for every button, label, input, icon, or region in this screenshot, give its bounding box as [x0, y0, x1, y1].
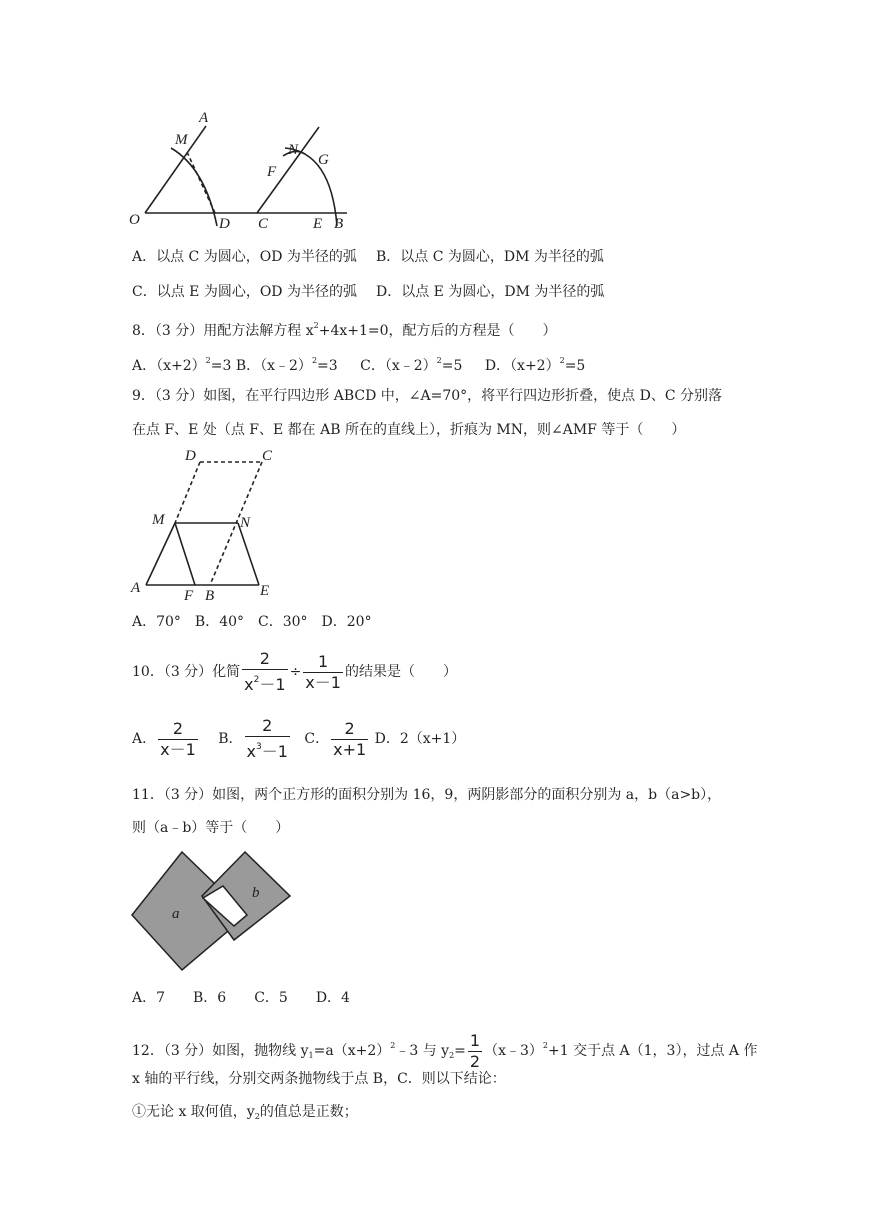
construction-figure	[125, 108, 355, 234]
overlapping-squares-figure	[128, 848, 298, 978]
q8-stem: 8．（3 分）用配方法解方程 $x^2+4x+1=0$，配方后的方程是（ ）	[132, 321, 557, 339]
q8-option-d: D．$(x+2)^2=5$	[484, 356, 586, 374]
segment-am	[146, 523, 175, 585]
arc-md	[171, 148, 217, 226]
dashed-md	[187, 152, 215, 213]
label-a: A	[199, 110, 209, 126]
label-n: N	[240, 515, 251, 531]
q9-stem-line2: 在点 F、E 处（点 F、E 都在 AB 所在的直线上），折痕为 MN，则∠AMF 等于（ ）	[132, 422, 686, 438]
parallelogram-fold-figure	[128, 444, 288, 604]
label-b: B	[205, 588, 215, 604]
segment-mf	[175, 523, 195, 585]
q12-stem-line2: x 轴的平行线，分别交两条抛物线于点 B，C．则以下结论：	[132, 1071, 506, 1087]
label-g: G	[318, 152, 329, 168]
label-c: C	[258, 216, 269, 232]
label-b: B	[334, 216, 344, 232]
q12-statement-1: ①无论 x 取何值，$y_2$的值总是正数；	[132, 1104, 358, 1121]
label-f: F	[267, 164, 277, 180]
q8-option-c: C．（x﹣2）$^2$=5	[360, 356, 463, 374]
q10-fraction-1: $\frac{2}{x^2-1}$	[244, 649, 286, 694]
q11-stem-line1: 11．（3 分）如图，两个正方形的面积分别为 16，9，两阴影部分的面积分别为 a，b（a>b），	[132, 787, 722, 803]
label-e: E	[260, 583, 270, 599]
segment-ne	[238, 523, 259, 585]
q8-option-b: B．（x﹣2）$^2$=3	[235, 356, 338, 374]
q10-options	[132, 716, 465, 762]
label-b: b	[252, 885, 260, 901]
q7-option-c: C．以点 E 为圆心，OD 为半径的弧	[132, 284, 357, 300]
label-m: M	[175, 132, 188, 148]
q11-stem-line2: 则（a﹣b）等于（ ）	[132, 820, 290, 836]
label-c: C	[262, 448, 273, 464]
q11-options: A．7 B．6 C．5 D．4	[132, 990, 350, 1006]
label-d: D	[185, 448, 196, 464]
label-a: A	[131, 580, 141, 596]
dashed-dm	[175, 462, 200, 523]
q10-stem: 10．（3 分）化简 $\frac{2}{x^2-1}$ ÷ $\frac{1}{x-1}$ 的结果是（ ）	[132, 649, 457, 694]
q8-options	[132, 352, 585, 375]
q10-option-d: D．2（x+1）	[374, 731, 466, 747]
label-a: a	[172, 906, 180, 922]
q10-option-c: C． $\frac{2}{x+1}$	[304, 718, 367, 759]
q10-fraction-2: $\frac{1}{x-1}$	[305, 651, 341, 692]
arc-eg	[285, 148, 337, 226]
q7-option-a: A．以点 C 为圆心，OD 为半径的弧	[132, 249, 357, 265]
label-f: F	[184, 588, 194, 604]
q9-options: A．70° B．40° C．30° D．20°	[132, 614, 372, 630]
q8-option-a: A．$(x+2)^2=3$	[132, 356, 232, 374]
q9-stem-line1: 9．（3 分）如图，在平行四边形 ABCD 中，∠A=70°，将平行四边形折叠，使点 D、C 分别落	[132, 388, 722, 404]
q10-option-b: B． $\frac{2}{x^3-1}$	[218, 716, 288, 761]
q7-option-b: B．以点 C 为圆心，DM 为半径的弧	[376, 249, 604, 265]
label-e: E	[313, 216, 323, 232]
q12-fraction: $\frac{1}{2}$	[469, 1030, 481, 1071]
q12-stem-line1: 12．（3 分）如图，抛物线 $y_1=a(x+2)^2﹣3$ 与 $y_2=$ $\frac{1}{2}$ （x﹣3）$^2$+1 交于点 A（1，3），过点 A 作	[132, 1030, 758, 1071]
q10-option-a: A． $\frac{2}{x-1}$	[132, 718, 196, 759]
q7-option-d: D．以点 E 为圆心，DM 为半径的弧	[376, 284, 605, 300]
label-o: O	[129, 212, 140, 228]
label-n: N	[288, 142, 299, 158]
label-m: M	[152, 512, 165, 528]
label-d: D	[219, 216, 230, 232]
